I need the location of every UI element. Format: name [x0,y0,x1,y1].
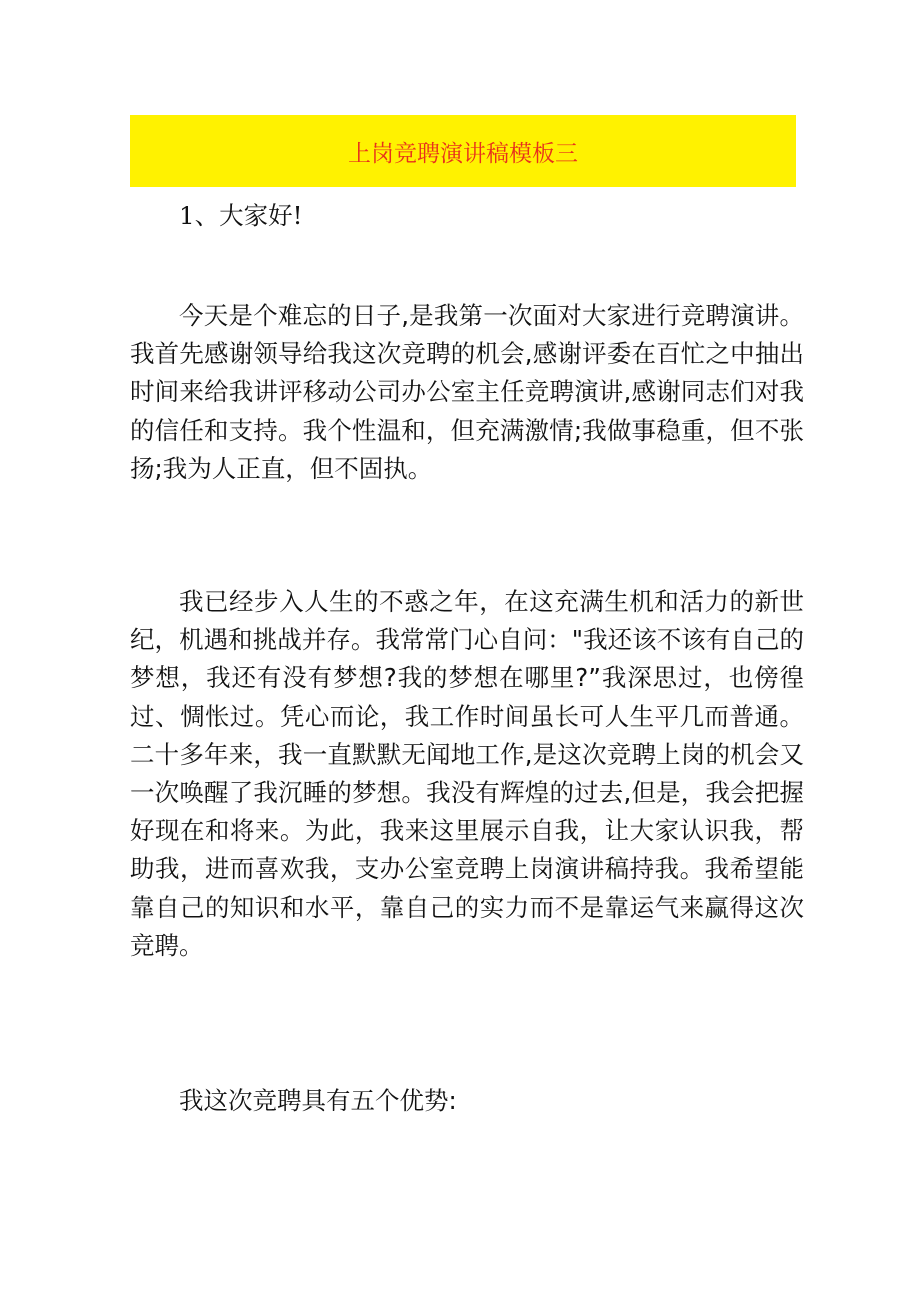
document-title: 上岗竞聘演讲稿模板三 [348,140,578,167]
body-paragraph-1: 今天是个难忘的日子,是我第一次面对大家进行竞聘演讲。我首先感谢领导给我这次竞聘的机会,感谢评委在百忙之中抽出时间来给我讲评移动公司办公室主任竞聘演讲,感谢同志们对我的信任和支持。我个性温和，但充满激情;我做事稳重，但不张扬;我为人正直，但不固执。 [130,301,804,483]
greeting-paragraph: 1、大家好! [179,201,303,230]
body-paragraph-3: 我这次竞聘具有五个优势: [179,1086,457,1115]
body-paragraph-2: 我已经步入人生的不惑之年，在这充满生机和活力的新世纪，机遇和挑战并存。我常常门心自问："我还该不该有自己的梦想，我还有没有梦想?我的梦想在哪里?”我深思过，也傍徨过、惆怅过。凭心而论，我工作时间虽长可人生平几而普通。二十多年来，我一直默默无闻地工作,是这次竞聘上岗的机会又一次唤醒了我沉睡的梦想。我没有辉煌的过去,但是，我会把握好现在和将来。为此，我来这里展示自我，让大家认识我，帮助我，进而喜欢我，支办公室竞聘上岗演讲稿持我。我希望能靠自己的知识和水平，靠自己的实力而不是靠运气来赢得这次竞聘。 [130,587,804,960]
title-banner [130,115,796,187]
